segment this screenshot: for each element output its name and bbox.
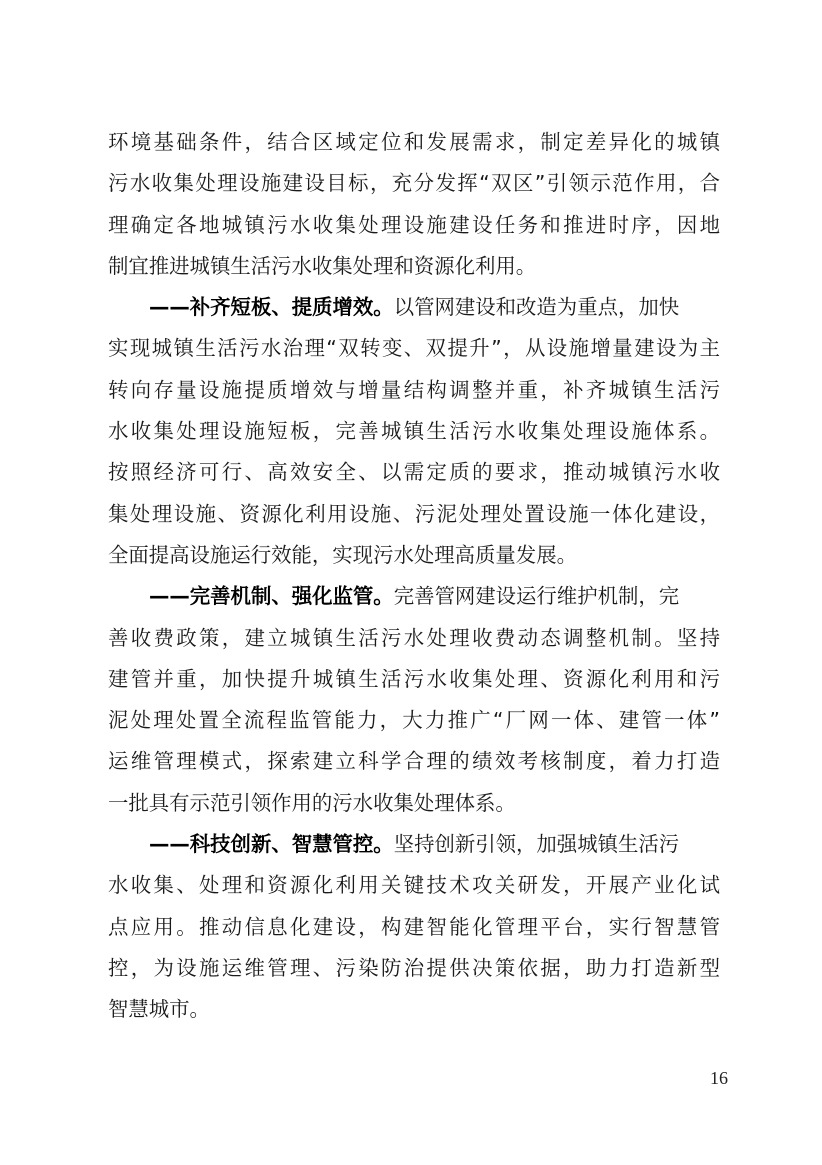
section-dash: —— xyxy=(149,584,190,609)
paragraph-line: 实现城镇生活污水治理“双转变、双提升”，从设施增量建设为主 xyxy=(108,336,720,361)
section-heading: 补齐短板、提质增效。 xyxy=(189,295,394,320)
paragraph-line: 全面提高设施运行效能，实现污水处理高质量发展。 xyxy=(108,542,577,567)
section-first-line xyxy=(108,287,720,328)
paragraph-line: 一批具有示范引领作用的污水收集处理体系。 xyxy=(108,790,516,815)
section-dash: —— xyxy=(149,295,190,320)
paragraph-line: 善收费政策，建立城镇生活污水处理收费动态调整机制。坚持 xyxy=(108,625,720,650)
paragraph-line: 点应用。推动信息化建设，构建智能化管理平台，实行智慧管 xyxy=(108,914,720,939)
paragraph-line: 集处理设施、资源化利用设施、污泥处理处置设施一体化建设， xyxy=(108,501,720,526)
page-number: 16 xyxy=(710,1068,728,1088)
paragraph-line: 污水收集处理设施建设目标，充分发挥“双区”引领示范作用，合 xyxy=(108,171,720,196)
section-first-line xyxy=(108,576,720,617)
paragraph-line: 环境基础条件，结合区域定位和发展需求，制定差异化的城镇 xyxy=(108,130,720,154)
paragraph-line: 建管并重，加快提升城镇生活污水收集处理、资源化利用和污 xyxy=(108,666,720,691)
section-text: 以管网建设和改造为重点，加快 xyxy=(393,295,680,320)
paragraph-line: 转向存量设施提质增效与增量结构调整并重，补齐城镇生活污 xyxy=(108,377,720,402)
paragraph-line: 控，为设施运维管理、污染防治提供决策依据，助力打造新型 xyxy=(108,955,720,980)
paragraph-line: 按照经济可行、高效安全、以需定质的要求，推动城镇污水收 xyxy=(108,460,720,485)
paragraph-line: 运维管理模式，探索建立科学合理的绩效考核制度，着力打造 xyxy=(108,749,720,774)
section-first-line xyxy=(108,824,720,865)
paragraph-line: 水收集、处理和资源化利用关键技术攻关研发，开展产业化试 xyxy=(108,873,720,898)
section-dash: —— xyxy=(149,832,190,857)
paragraph-line: 制宜推进城镇生活污水收集处理和资源化利用。 xyxy=(108,253,537,278)
section-heading: 完善机制、强化监管。 xyxy=(189,584,394,609)
section-text: 坚持创新引领，加强城镇生活污 xyxy=(393,832,680,857)
paragraph-line: 泥处理处置全流程监管能力，大力推广“厂网一体、建管一体” xyxy=(108,708,720,733)
paragraph-line: 理确定各地城镇污水收集处理设施建设任务和推进时序，因地 xyxy=(108,212,720,237)
section-text: 完善管网建设运行维护机制，完 xyxy=(393,584,680,609)
section-heading: 科技创新、智慧管控。 xyxy=(189,832,394,857)
paragraph-line: 水收集处理设施短板，完善城镇生活污水收集处理设施体系。 xyxy=(108,419,720,444)
body-text xyxy=(108,122,720,1031)
paragraph-line: 智慧城市。 xyxy=(108,997,210,1022)
